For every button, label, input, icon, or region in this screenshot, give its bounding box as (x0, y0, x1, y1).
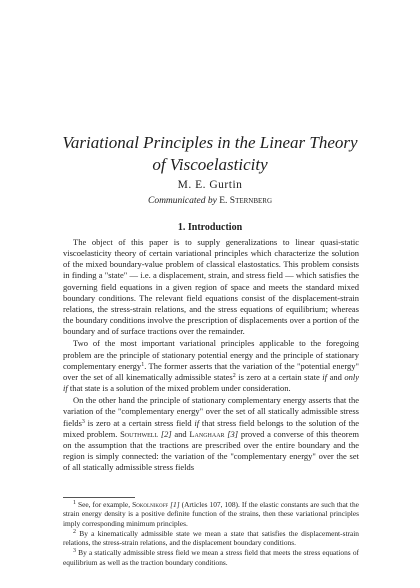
author-langhaar: Langhaar (189, 428, 225, 439)
paragraph-2-part-b: . The former asserts that the variation of the "potential energy" over the set of all kinematically admissible states (63, 360, 360, 382)
footnote-1-mark: 1 (73, 500, 76, 506)
author-name: M. E. Gurtin (177, 179, 243, 191)
paragraph-3-and: and (174, 428, 187, 439)
footnote-1-part-a: See, for example, (78, 500, 131, 509)
citation-3: [3] (227, 428, 239, 439)
communicator-name: E. Sternberg (219, 196, 273, 206)
footnote-mark-3: 3 (81, 418, 85, 425)
footnote-3-mark: 3 (73, 548, 76, 555)
emphasis-only-if: only if (63, 371, 360, 394)
paragraph-1: The object of this paper is to supply generalizations to linear quasi-static viscoelasticity theory of certain variational principles which characterize the solution of the mixed boundary-value problem of classical elastostatics. This problem consists in finding a "state" — i.e. a displacement, strain, and stress field — which satisfies the governing field equations in a given region of space and meets the standard mixed boundary conditions. The relevant field equations consist of the displacement-strain relations, the stress-strain relations, and the stress equations of equilibrium; whereas the boundary conditions involve the prescription of displacements over a portion of the boundary and of surface tractions over the remainder. (63, 237, 360, 337)
footnote-mark-2: 2 (232, 372, 236, 379)
citation-1: [1] (170, 500, 180, 509)
paragraph-3-part-d: that stress field belongs to the solution of the mixed problem. (63, 417, 360, 439)
footnote-1 (63, 500, 359, 528)
emphasis-if-2: if (194, 417, 200, 428)
footnote-rule (63, 497, 135, 498)
citation-2: [2] (160, 428, 172, 439)
paragraph-3-part-j: proved a converse of this theorem on the assumption that the tractions are prescribed over the entire boundary and the region is simply connected: the variation of the "complementary energy" over the set of all statically admissible stress fields (63, 428, 360, 473)
section-heading: 1. Introduction (177, 222, 243, 233)
paragraph-2-part-c: is zero at a certain state (235, 371, 320, 382)
communicated-lead: Communicated by (147, 196, 217, 206)
paragraph-2-and: and (329, 371, 342, 382)
paragraph-2 (63, 338, 359, 394)
title-line-2: of Viscoelasticity (152, 155, 268, 174)
footnote-3-text: By a statically admissible stress field we mean a stress field that meets the stress equations of equilibrium as well as the traction boundary conditions. (63, 548, 359, 567)
author-sokolnikoff: Sokolnikoff (132, 500, 169, 509)
paragraph-3 (63, 395, 359, 473)
footnote-2 (63, 529, 359, 548)
author-southwell: Southwell (120, 428, 159, 439)
footnote-1-part-d: (Articles 107, 108). If the elastic constants are such that the strain energy density is a positive definite function of the strains, then these variational principles imply corresponding minimum principles. (63, 500, 359, 528)
footnotes (63, 500, 359, 567)
footnote-3 (63, 548, 359, 567)
communicated-by (0, 196, 420, 206)
footnote-2-mark: 2 (73, 528, 76, 535)
title-line-1: Variational Principles in the Linear Theory (62, 133, 358, 152)
emphasis-if: if (322, 371, 328, 382)
body-text (63, 237, 359, 473)
paragraph-2-part-g: that state is a solution of the mixed problem under consideration. (69, 383, 291, 394)
article-title (0, 132, 420, 176)
paragraph-3-part-b: is zero at a certain stress field (84, 417, 192, 428)
paragraph-2-part-a: Two of the most important variational principles applicable to the foregoing problem are the principle of stationary potential energy and the principle of stationary complementary energy (63, 338, 359, 371)
footnote-2-text: By a kinematically admissible state we mean a state that satisfies the displacement-strain relations, the stress-strain relations, and the displacement boundary conditions. (63, 528, 359, 548)
paragraph-3-part-a: On the other hand the principle of stationary complementary energy asserts that the variation of the "complementary energy" over the set of all statically admissible stress fields (63, 395, 359, 428)
footnote-mark-1: 1 (141, 361, 145, 368)
